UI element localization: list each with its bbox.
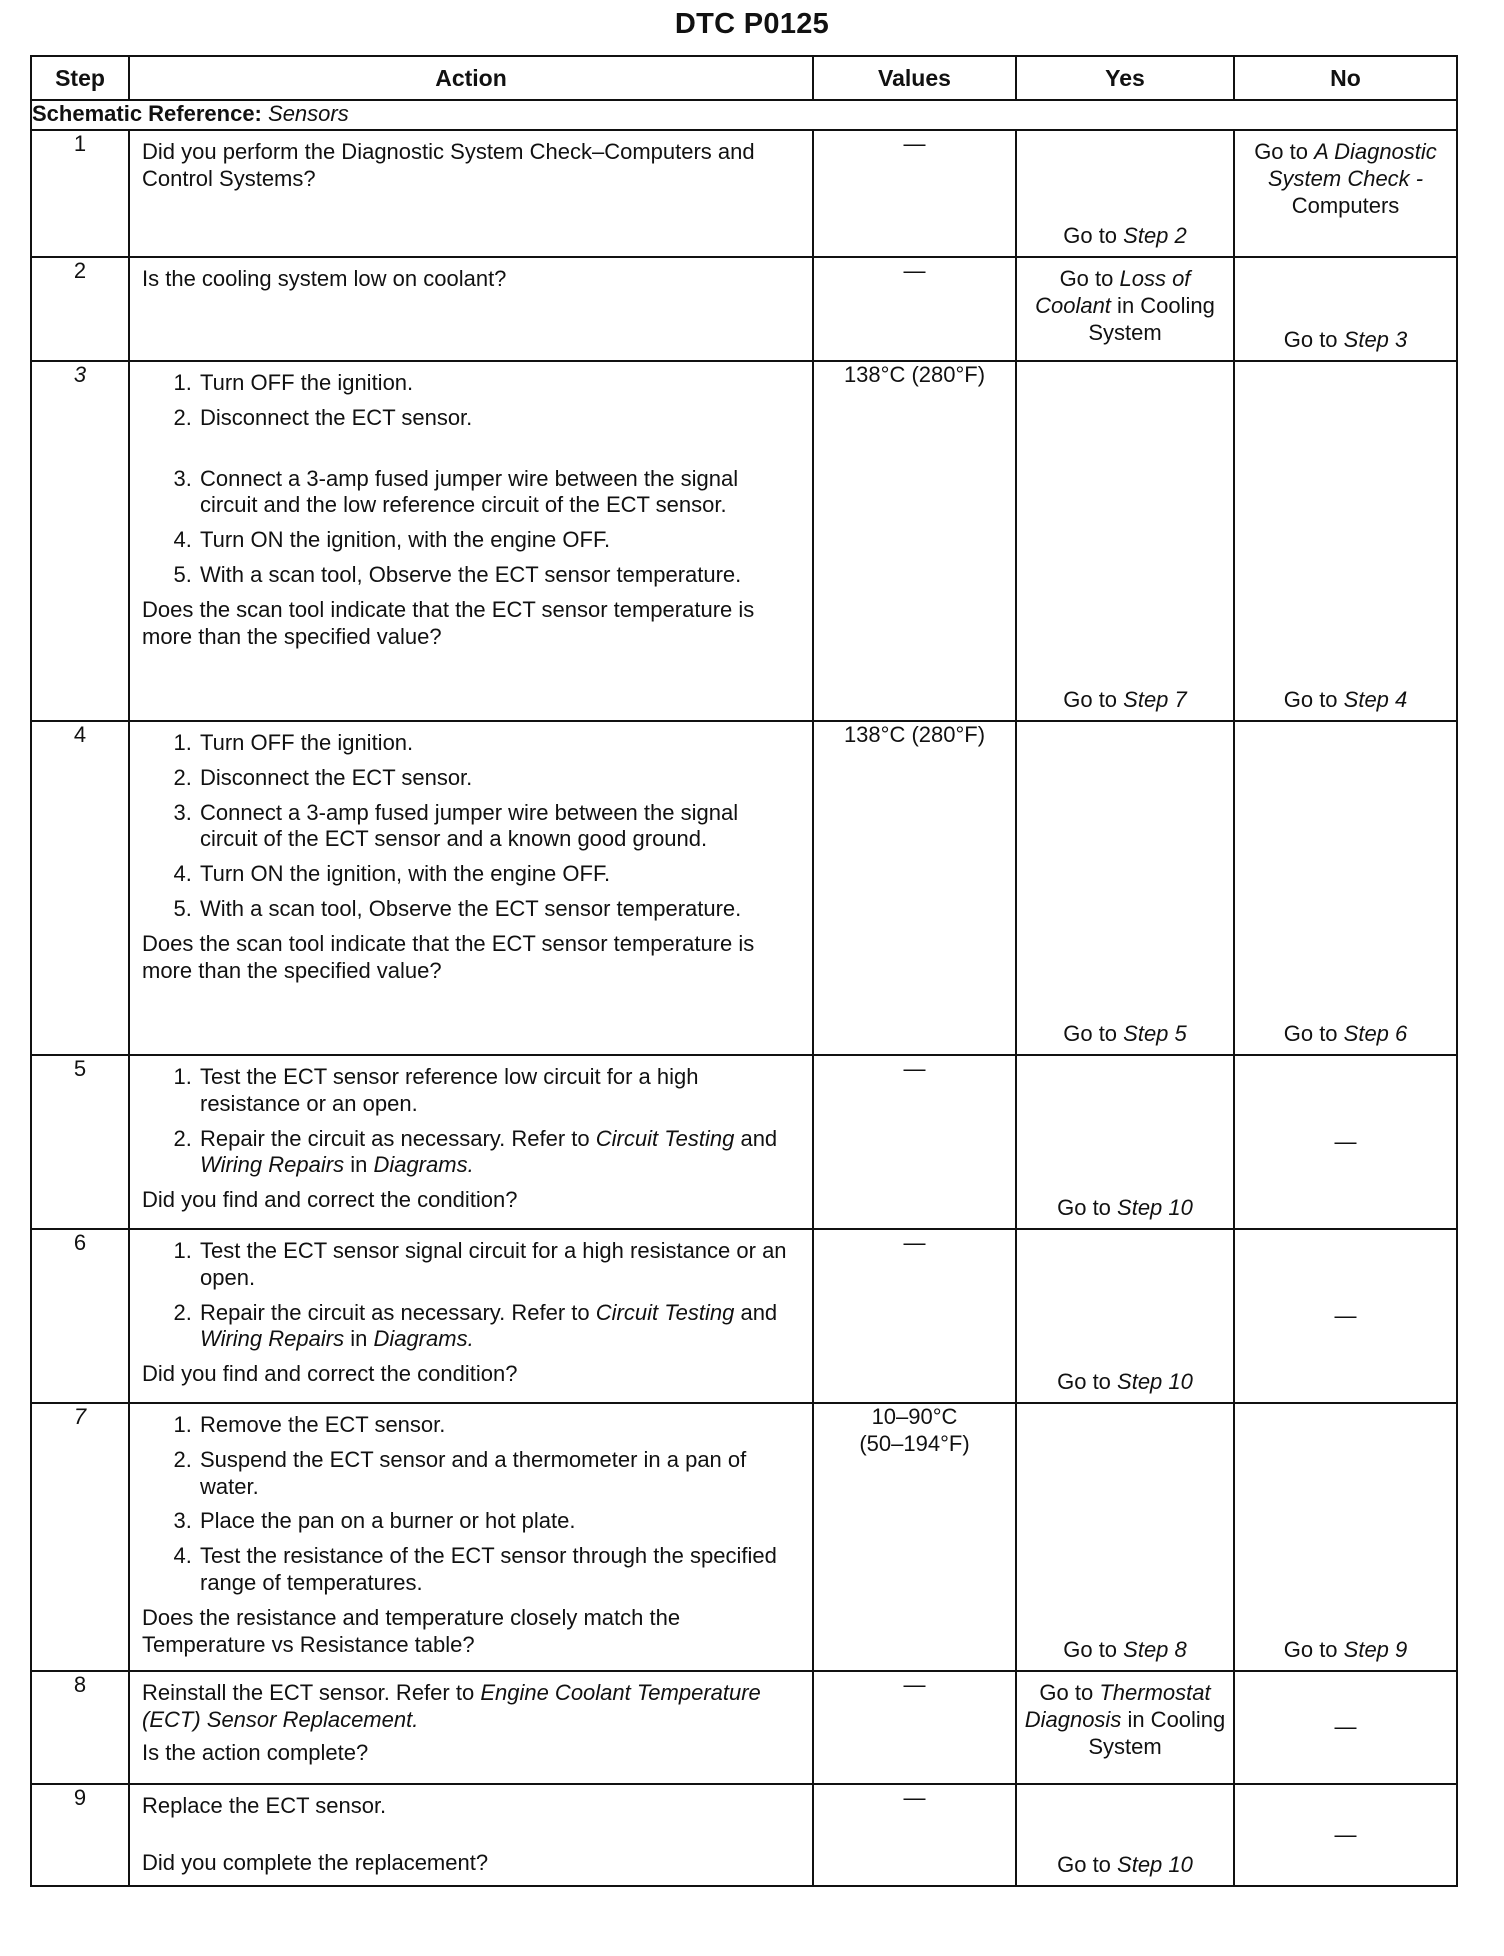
action-step: 1. Remove the ECT sensor. [198,1412,800,1439]
no-cell [1234,130,1457,257]
step-text: and [734,1299,778,1325]
yes-prefix: Go to [1039,1680,1100,1705]
action-question: Does the scan tool indicate that the ECT sensor temperature is more than the specified value? [142,596,755,649]
yes-cell [1016,1671,1234,1784]
table-row [31,257,1457,361]
step-number [31,1403,129,1671]
action-step: 1. Test the ECT sensor signal circuit for a high resistance or an open. [198,1238,800,1292]
yes-prefix: Go to [1063,1021,1124,1047]
step-number: 1 [31,130,129,257]
action-cell [129,1229,813,1403]
action-question: Does the resistance and temperature closely match the Temperature vs Resistance table? [142,1604,681,1657]
no-cell [1234,721,1457,1055]
schematic-row [31,100,1457,130]
ref-wiring-repairs: Wiring Repairs [200,1152,345,1178]
values-cell: 138°C (280°F) [813,361,1016,721]
step-number: 8 [31,1671,129,1784]
action-question: Did you find and correct the condition? [142,1361,518,1387]
step-number: 5 [31,1055,129,1229]
yes-ref: Step 7 [1123,687,1187,713]
ref-wiring-repairs: Wiring Repairs [200,1326,345,1352]
action-question: Is the cooling system low on coolant? [142,266,507,291]
action-instruction: Replace the ECT sensor. [142,1793,387,1818]
yes-ref: Thermostat Diagnosis [1024,1680,1211,1732]
yes-cell [1016,721,1234,1055]
action-step: 3. Place the pan on a burner or hot plate. [198,1508,800,1535]
action-steps [142,1064,800,1179]
no-ref: Step 4 [1343,687,1408,713]
no-cell: — [1234,1229,1457,1403]
yes-prefix: Go to [1057,1195,1118,1221]
yes-ref: Step 2 [1123,223,1187,249]
values-cell [813,1403,1016,1671]
action-cell [129,130,813,257]
table-row [31,1403,1457,1671]
values-cell: — [813,130,1016,257]
step-number: 2 [31,257,129,361]
yes-prefix: Go to [1059,266,1120,291]
table-row [31,721,1457,1055]
action-step: 1. Test the ECT sensor reference low circuit for a high resistance or an open. [198,1064,800,1118]
step-number: 4 [31,721,129,1055]
yes-cell [1016,361,1234,721]
ref-circuit-testing: Circuit Testing [595,1299,735,1325]
action-step: 2. Suspend the ECT sensor and a thermometer in a pan of water. [198,1447,800,1501]
no-cell [1234,1403,1457,1671]
yes-prefix: Go to [1063,223,1124,249]
values-cell: 138°C (280°F) [813,721,1016,1055]
ref-ect-replacement: Engine Coolant Temperature (ECT) Sensor Replacement. [142,1680,761,1732]
yes-prefix: Go to [1057,1852,1118,1878]
header-values: Values [813,56,1016,100]
yes-cell [1016,1403,1234,1671]
action-instruction [142,1680,800,1734]
step-number: 6 [31,1229,129,1403]
no-cell [1234,257,1457,361]
table-row [31,130,1457,257]
yes-cell [1016,1784,1234,1886]
header-step: Step [31,56,129,100]
yes-ref: Step 10 [1117,1369,1193,1395]
step-text: and [734,1125,778,1151]
table-row [31,361,1457,721]
action-question: Did you complete the replacement? [142,1849,489,1875]
yes-ref: Loss of Coolant [1035,266,1191,318]
action-steps [142,1238,800,1353]
schematic-label: Schematic Reference: [32,101,262,126]
schematic-value: Sensors [268,101,349,126]
action-cell [129,1055,813,1229]
yes-suffix: in Cooling System [1088,1706,1226,1759]
values-line: (50–194°F) [859,1430,970,1456]
no-cell: — [1234,1671,1457,1784]
action-steps [142,730,800,923]
action-step: 5. With a scan tool, Observe the ECT sensor temperature. [198,562,800,589]
action-question: Does the scan tool indicate that the ECT sensor temperature is more than the specified value? [142,930,755,983]
yes-prefix: Go to [1063,1637,1124,1663]
action-cell [129,1671,813,1784]
table-row [31,1671,1457,1784]
diagnostic-table [30,55,1458,1887]
no-ref: Step 3 [1343,327,1408,353]
yes-ref: Step 5 [1123,1021,1187,1047]
no-ref: Step 9 [1343,1637,1408,1663]
action-steps [142,1412,800,1597]
no-prefix: Go to [1283,327,1344,353]
action-steps [142,370,800,589]
action-question: Is the action complete? [142,1739,369,1765]
yes-cell [1016,257,1234,361]
yes-prefix: Go to [1063,687,1124,713]
no-prefix: Go to [1283,687,1344,713]
yes-cell [1016,130,1234,257]
action-step: 4. Test the resistance of the ECT sensor through the specified range of temperatures. [198,1543,800,1597]
ref-diagrams: Diagrams. [373,1326,474,1352]
ref-diagrams: Diagrams. [373,1152,474,1178]
step-text: Repair the circuit as necessary. Refer to [200,1299,596,1325]
action-step: 4. Turn ON the ignition, with the engine OFF. [198,527,800,554]
action-step: 1. Turn OFF the ignition. [198,730,800,757]
step-text: in [344,1152,374,1178]
step-number-text: 7 [73,1404,87,1429]
yes-ref: Step 8 [1123,1637,1187,1663]
schematic-reference [31,100,1457,130]
step-number: 9 [31,1784,129,1886]
table-row [31,1229,1457,1403]
yes-ref: Step 10 [1117,1852,1193,1878]
no-prefix: Go to [1254,139,1315,164]
no-ref: Step 6 [1343,1021,1408,1047]
values-cell: — [813,1784,1016,1886]
header-yes: Yes [1016,56,1234,100]
values-cell: — [813,257,1016,361]
action-step: 3. Connect a 3-amp fused jumper wire between the signal circuit and the low reference circuit of the ECT sensor. [198,466,800,520]
action-step: 3. Connect a 3-amp fused jumper wire between the signal circuit of the ECT sensor and a known good ground. [198,800,800,854]
step-text: in [344,1326,374,1352]
yes-suffix: in Cooling System [1088,292,1215,345]
no-prefix: Go to [1283,1637,1344,1663]
action-question: Did you perform the Diagnostic System Check–Computers and Control Systems? [142,139,755,191]
action-step: 2. Disconnect the ECT sensor. [198,405,800,432]
no-prefix: Go to [1283,1021,1344,1047]
instruction-text: Reinstall the ECT sensor. Refer to [142,1680,481,1705]
yes-ref: Step 10 [1117,1195,1193,1221]
action-cell [129,257,813,361]
no-suffix: Computers [1291,192,1400,218]
header-row [31,56,1457,100]
action-step: 2. Disconnect the ECT sensor. [198,765,800,792]
action-step: 4. Turn ON the ignition, with the engine OFF. [198,861,800,888]
action-step: 1. Turn OFF the ignition. [198,370,800,397]
header-no: No [1234,56,1457,100]
action-cell [129,361,813,721]
yes-prefix: Go to [1057,1369,1118,1395]
values-cell: — [813,1055,1016,1229]
no-cell [1234,361,1457,721]
action-cell [129,1403,813,1671]
no-cell: — [1234,1784,1457,1886]
values-line: 10–90°C [871,1404,958,1429]
header-action: Action [129,56,813,100]
page-title: DTC P0125 [674,8,830,40]
step-number-text: 3 [73,362,87,387]
values-cell: — [813,1229,1016,1403]
action-cell [129,1784,813,1886]
action-step: 5. With a scan tool, Observe the ECT sensor temperature. [198,896,800,923]
action-step [198,1300,800,1354]
step-text: Repair the circuit as necessary. Refer to [200,1125,596,1151]
table-row [31,1784,1457,1886]
no-cell: — [1234,1055,1457,1229]
no-ref: A Diagnostic System Check - [1267,139,1437,191]
values-cell: — [813,1671,1016,1784]
step-number [31,361,129,721]
yes-cell [1016,1229,1234,1403]
action-cell [129,721,813,1055]
ref-circuit-testing: Circuit Testing [595,1125,735,1151]
action-question: Did you find and correct the condition? [142,1187,518,1213]
yes-cell [1016,1055,1234,1229]
action-step [198,1126,800,1180]
table-row [31,1055,1457,1229]
